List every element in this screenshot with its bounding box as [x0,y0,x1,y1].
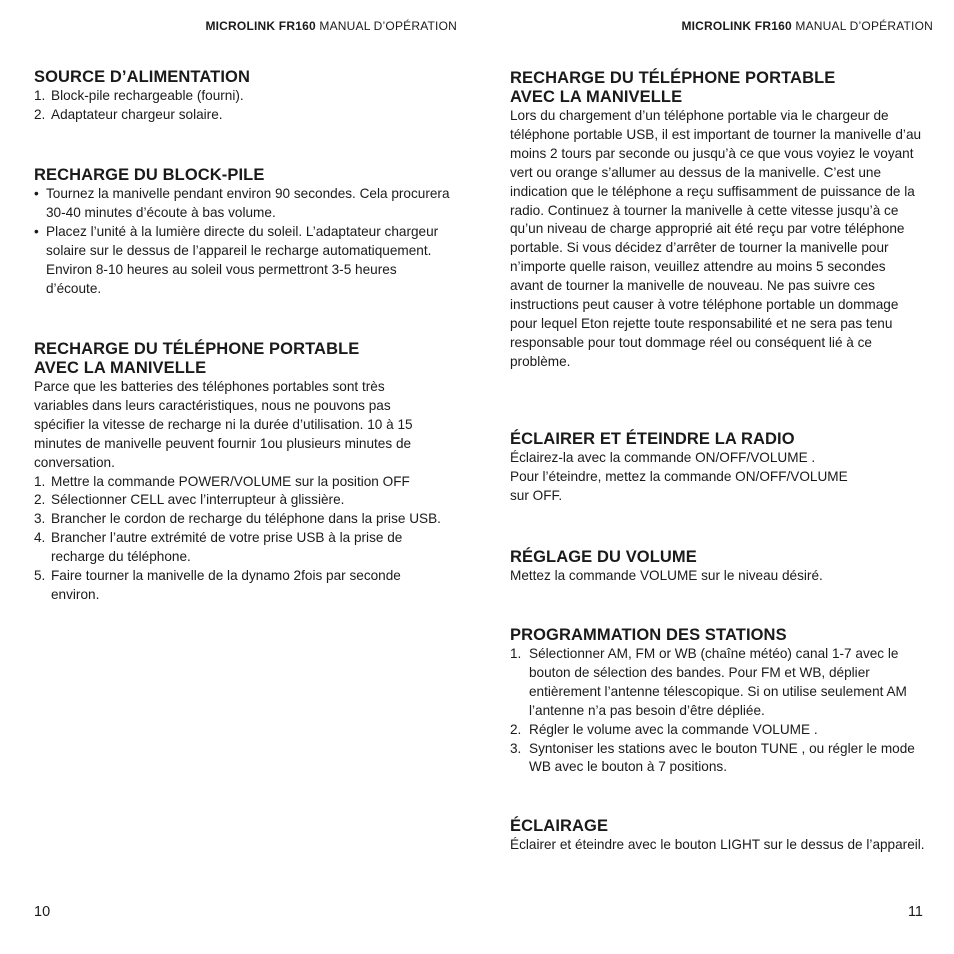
section-heading: SOURCE D’ALIMENTATION [34,68,250,86]
paragraph: Parce que les batteries des téléphones portables sont très variables dans leurs caractéristiques, nous ne pouvons pas spécifier la vitesse de recharge ni la durée d’utilisation. 10 à 15 minutes de manivelle peuvent fournir 1ou plusieurs minutes de conversation. [34,379,413,470]
list-marker: 1. [510,646,522,661]
list-item [34,223,454,299]
right-page [477,0,954,954]
section-phone [510,69,925,372]
list-item-text: Block-pile rechargeable (fourni). [51,88,244,103]
list-item [510,645,925,721]
list-item [34,567,446,605]
section-volume [510,548,925,586]
paragraph-line: sur OFF. [510,487,563,503]
section-stations [510,626,925,777]
section-heading [510,69,925,107]
bullet-list [34,185,454,298]
list-marker: 1. [34,88,46,103]
list-marker: 4. [34,530,46,546]
list-marker: 2. [34,492,46,508]
list-marker: 3. [34,511,46,527]
numbered-list [510,645,925,777]
list-marker: 1. [34,473,46,489]
section-heading: RÉGLAGE DU VOLUME [510,548,697,566]
list-item-text: Placez l’unité à la lumière directe du soleil. L’adaptateur chargeur solaire sur le dessus de l’appareil le recharge automatiquement. Environ 8-10 heures au soleil vous permettront 3-5 heures d’écoute. [46,223,439,296]
list-marker: 2. [34,106,46,122]
list-item [34,473,446,492]
list-item-text: Adaptateur chargeur solaire. [51,106,223,122]
list-item-text: Sélectionner AM, FM or WB (chaîne météo) canal 1-7 avec le bouton de sélection des bandes. Pour FM et WB, déplier entièrement l’antenne télescopique. Si on utilise seulement AM l’antenne n’a pas besoin d’être dépliée. [529,646,907,718]
list-item-text: Mettre la commande POWER/VOLUME sur la position OFF [51,473,410,489]
paragraph: Éclairer et éteindre avec le bouton LIGHT sur le dessus de l’appareil. [510,837,925,852]
list-item [510,721,925,740]
list-item [34,491,446,510]
bullet-marker: • [34,186,39,201]
header-model: FR160 [754,19,792,33]
list-item [34,185,454,223]
header-model: FR160 [278,19,316,33]
numbered-list [34,473,446,605]
list-marker: 3. [510,740,522,756]
paragraph-line: Pour l’éteindre, mettez la commande ON/OFF/VOLUME [510,468,848,484]
page-number: 11 [907,904,923,920]
heading-line: AVEC LA MANIVELLE [34,359,207,377]
running-header [681,19,933,33]
section-source [34,68,454,125]
list-item-text: Tournez la manivelle pendant environ 90 secondes. Cela procurera 30-40 minutes d’écoute à bas volume. [46,186,450,220]
heading-line: RECHARGE DU TÉLÉPHONE PORTABLE [510,69,836,87]
list-item-text: Syntoniser les stations avec le bouton TUNE , ou régler le mode WB avec le bouton à 7 positions. [529,740,915,775]
section-heading: ÉCLAIRAGE [510,817,609,835]
paragraph-line: Éclairez-la avec la commande ON/OFF/VOLUME . [510,450,816,465]
list-item-text: Faire tourner la manivelle de la dynamo 2fois par seconde environ. [51,568,401,602]
heading-line: AVEC LA MANIVELLE [510,88,683,106]
section-heading: RECHARGE DU BLOCK-PILE [34,166,265,184]
list-item-text: Brancher le cordon de recharge du téléphone dans la prise USB. [51,511,441,527]
list-item [34,87,454,106]
page-number: 10 [34,904,51,920]
bullet-marker: • [34,223,39,239]
list-item [510,740,925,778]
running-header [205,19,457,33]
section-light [510,817,925,855]
list-item-text: Régler le volume avec la commande VOLUME . [529,721,818,737]
list-item-text: Sélectionner CELL avec l’interrupteur à glissière. [51,492,345,508]
section-heading: PROGRAMMATION DES STATIONS [510,626,787,644]
header-brand: MICROLINK [681,19,752,33]
paragraph: Lors du chargement d’un téléphone portable via le chargeur de téléphone portable USB, il est important de tourner la manivelle d’au moins 2 tours par seconde ou jusqu’à ce que vous voyiez le voyant vert ou orange s’allumer au dessus de la manivelle. C’est une indication que le téléphone a reçu suffisamment de puissance de la radio. Continuez à tourner la manivelle à cette vitesse jusqu’à ce qu’un niveau de charge approprié ait été reçu par votre téléphone portable. Si vous décidez d’arrêter de tourner la manivelle pour n’importe quelle raison, veuillez attendre au moins 5 secondes avant de tourner la manivelle de nouveau. Ne pas suivre ces instructions peut causer à votre téléphone portable un dommage pour lequel Eton rejette toute responsabilité et ne sera pas tenu responsable pour tout dommage réel ou conséquent lié à ce problème. [510,108,922,369]
header-title: MANUAL D’OPÉRATION [319,19,457,33]
section-phone [34,340,446,605]
list-marker: 2. [510,721,522,737]
section-heading [34,340,446,378]
heading-line: RECHARGE DU TÉLÉPHONE PORTABLE [34,340,360,358]
header-brand: MICROLINK [205,19,276,33]
list-marker: 5. [34,568,46,584]
section-heading: ÉCLAIRER ET ÉTEINDRE LA RADIO [510,430,795,448]
header-title: MANUAL D’OPÉRATION [795,19,933,33]
list-item-text: Brancher l’autre extrémité de votre prise USB à la prise de recharge du téléphone. [51,530,403,565]
list-item [34,106,454,125]
list-item [34,510,446,529]
list-item [34,529,446,567]
numbered-list [34,87,454,125]
paragraph: Mettez la commande VOLUME sur le niveau désiré. [510,568,823,583]
section-block [34,166,454,298]
section-onoff [510,430,925,506]
